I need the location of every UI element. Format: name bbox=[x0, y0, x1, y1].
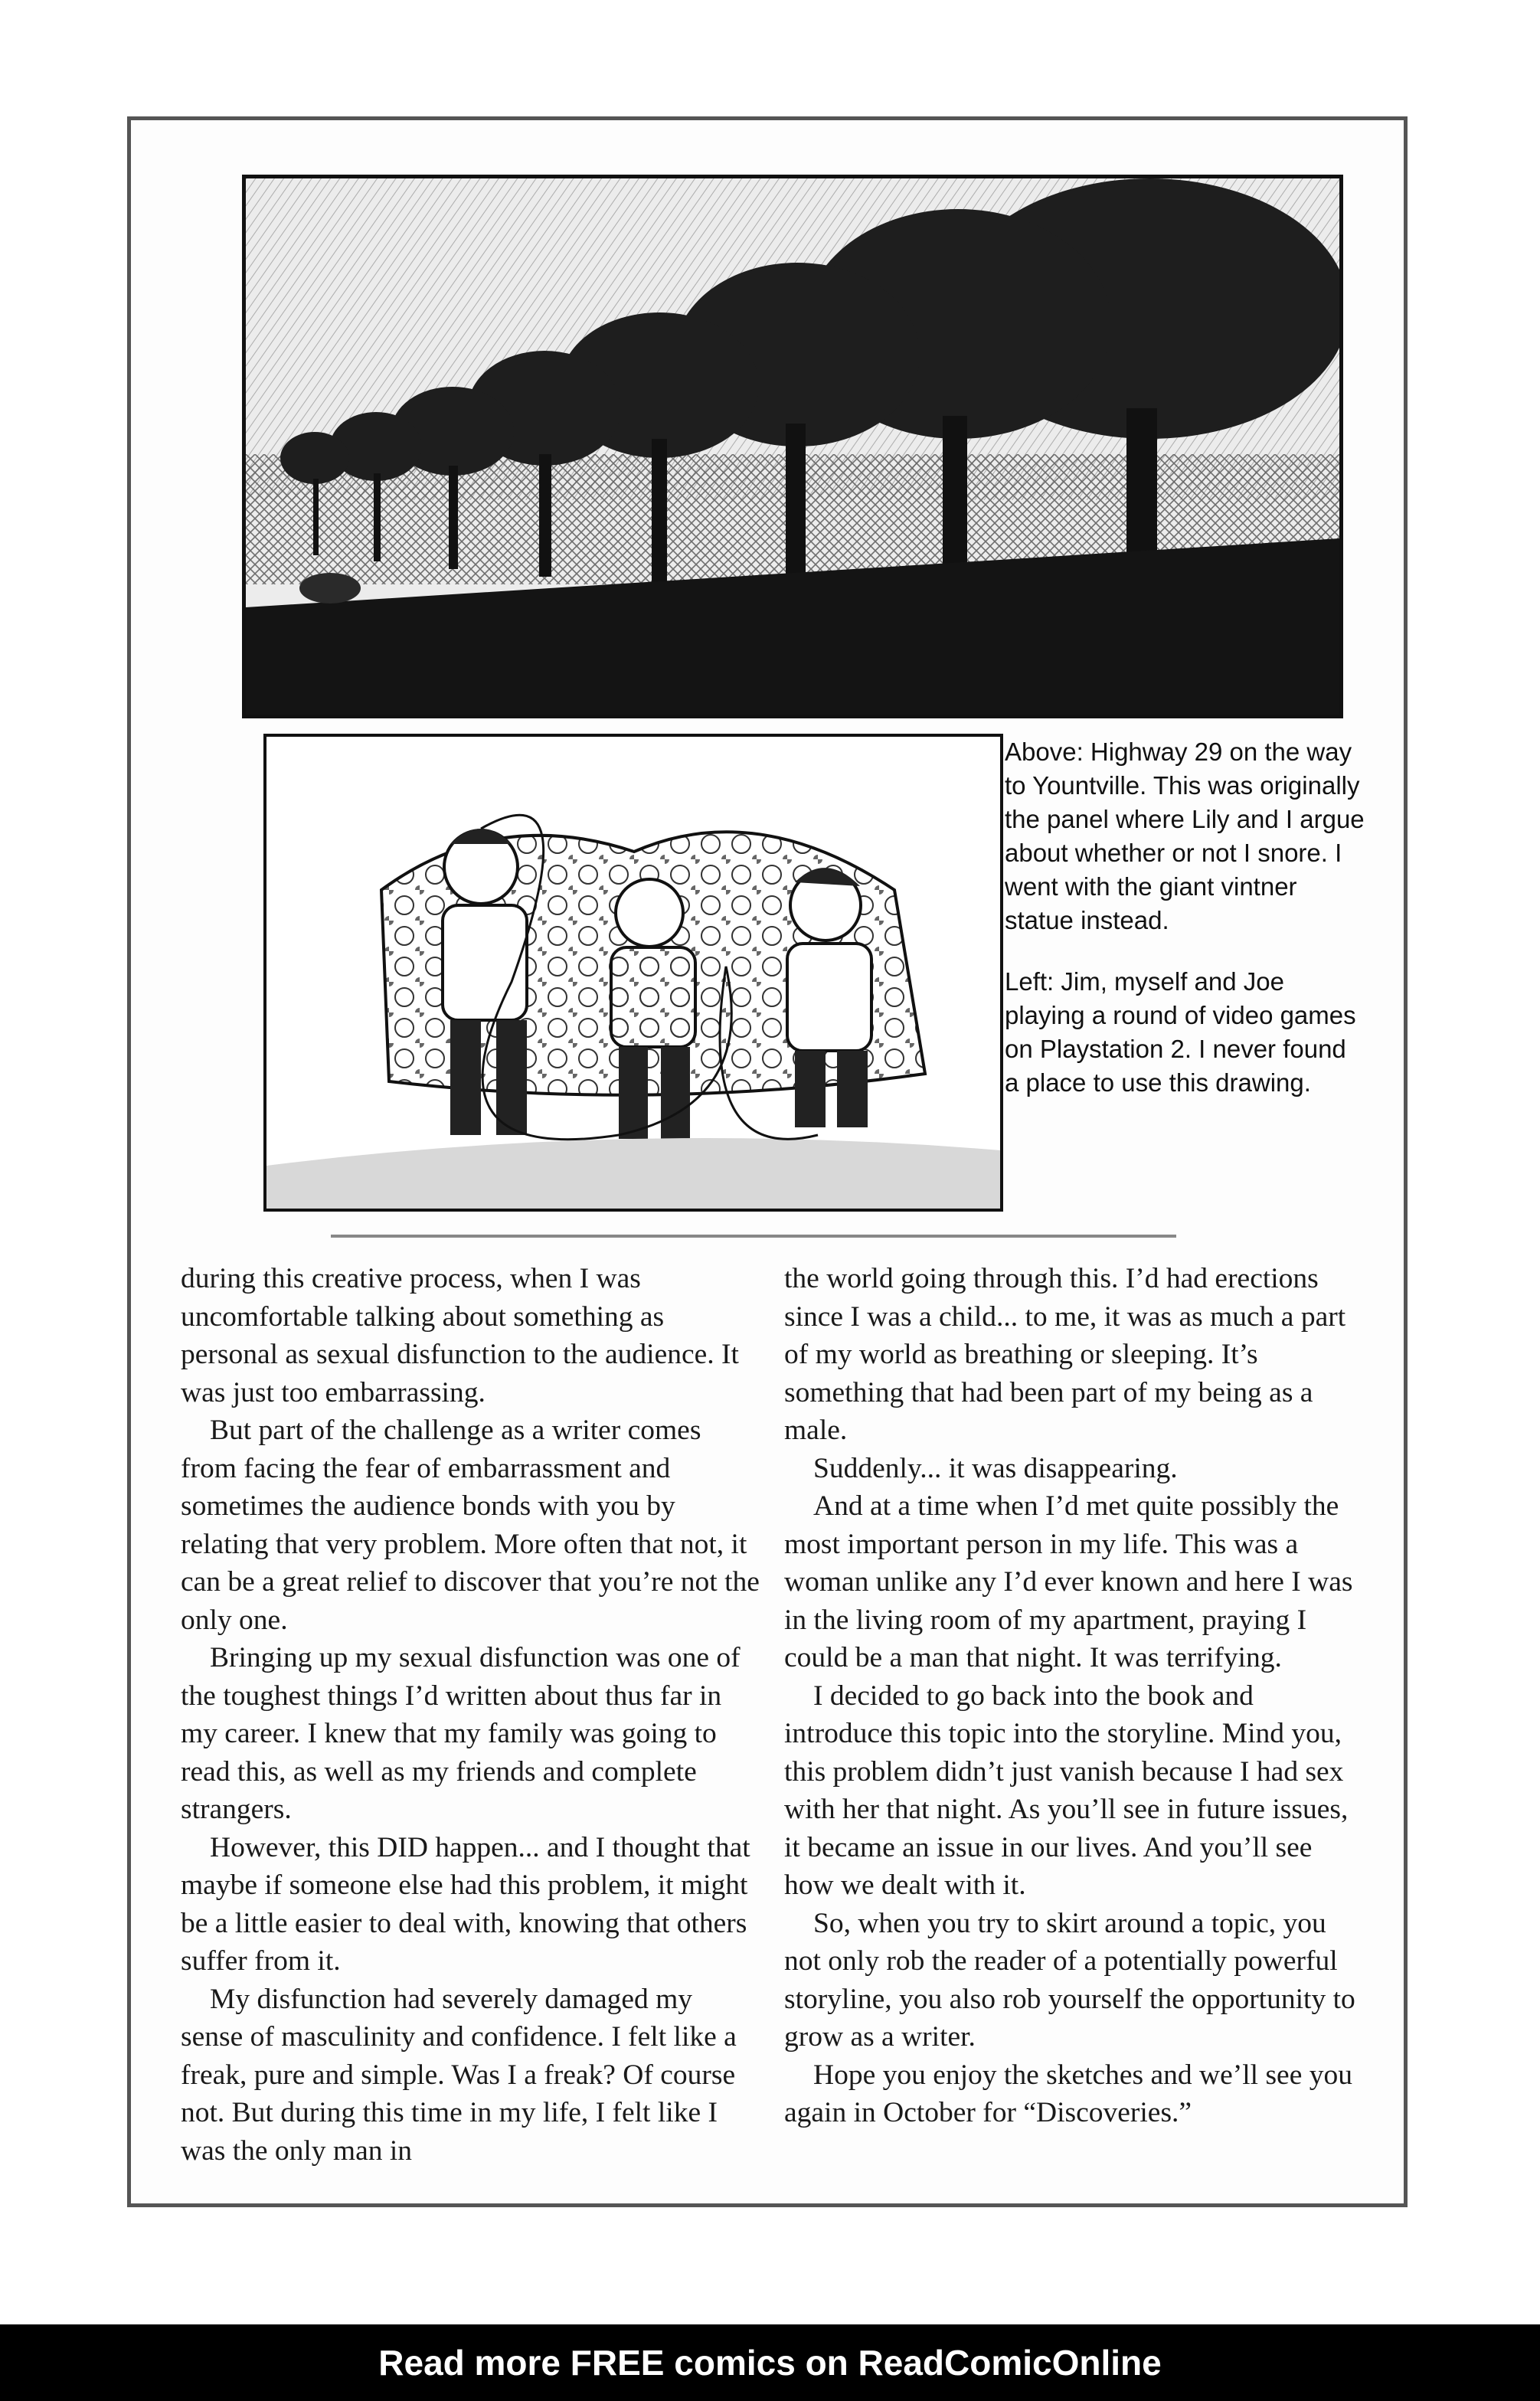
article-paragraph: I decided to go back into the book and introduce this topic into the storyline. Mind you, this problem didn’t just vanish because I had sex with her that night. As you’ll see in future issues, it became an issue in our lives. And you’ll see how we dealt with it. bbox=[784, 1680, 1349, 1901]
article-paragraph: during this creative process, when I was uncomfortable talking about something as personal as sexual disfunction to the audience. It was just too embarrassing. bbox=[181, 1263, 739, 1408]
caption-left: Left: Jim, myself and Joe playing a round of video games on Playstation 2. I never found a place to use this drawing. bbox=[1005, 967, 1356, 1097]
article-paragraph: Bringing up my sexual disfunction was one of the toughest things I’d written about thus far in my career. I knew that my family was going to read this, as well as my friends and complete strangers. bbox=[181, 1642, 741, 1825]
footer-banner-text[interactable]: Read more FREE comics on ReadComicOnline bbox=[378, 2343, 1162, 2383]
footer-banner[interactable] bbox=[0, 2324, 1540, 2401]
article-paragraph: My disfunction had severely damaged my sense of masculinity and confidence. I felt like a freak, pure and simple. Was I a freak? Of course not. But during this time in my life, I felt like I was the only man in bbox=[181, 1983, 737, 2167]
section-divider bbox=[331, 1235, 1176, 1238]
article-paragraph: However, this DID happen... and I thought that maybe if someone else had this problem, it might be a little easier to deal with, knowing that others suffer from it. bbox=[181, 1831, 750, 1977]
article-paragraph: But part of the challenge as a writer comes from facing the fear of embarrassment and sometimes the audience bonds with you by relating that very problem. More often that not, it can be a great relief to discover that you’re not the only one. bbox=[181, 1415, 760, 1636]
article-right-column bbox=[784, 1260, 1363, 2132]
illustration-captions bbox=[1005, 735, 1365, 1127]
caption-above: Above: Highway 29 on the way to Yountville. This was originally the panel where Lily and I argue about whether or not I snore. I went with the giant vintner statue instead. bbox=[1005, 738, 1365, 934]
article-paragraph: So, when you try to skirt around a topic, you not only rob the reader of a potentially powerful storyline, you also rob yourself the opportunity to grow as a writer. bbox=[784, 1907, 1355, 2053]
article-paragraph: Suddenly... it was disappearing. bbox=[813, 1452, 1178, 1484]
article-paragraph: Hope you enjoy the sketches and we’ll see you again in October for “Discoveries.” bbox=[784, 2059, 1352, 2128]
article-paragraph: And at a time when I’d met quite possibly the most important person in my life. This was a woman unlike any I’d ever known and here I was in the living room of my apartment, praying I could be a man that night. It was terrifying. bbox=[784, 1490, 1353, 1673]
article-left-column bbox=[181, 1260, 760, 2170]
couch-gamers-illustration bbox=[263, 734, 1003, 1212]
article-paragraph: the world going through this. I’d had erections since I was a child... to me, it was as much a part of my world as breathing or sleeping. It’s something that had been part of my being as a male. bbox=[784, 1263, 1346, 1446]
highway-illustration bbox=[242, 175, 1343, 718]
